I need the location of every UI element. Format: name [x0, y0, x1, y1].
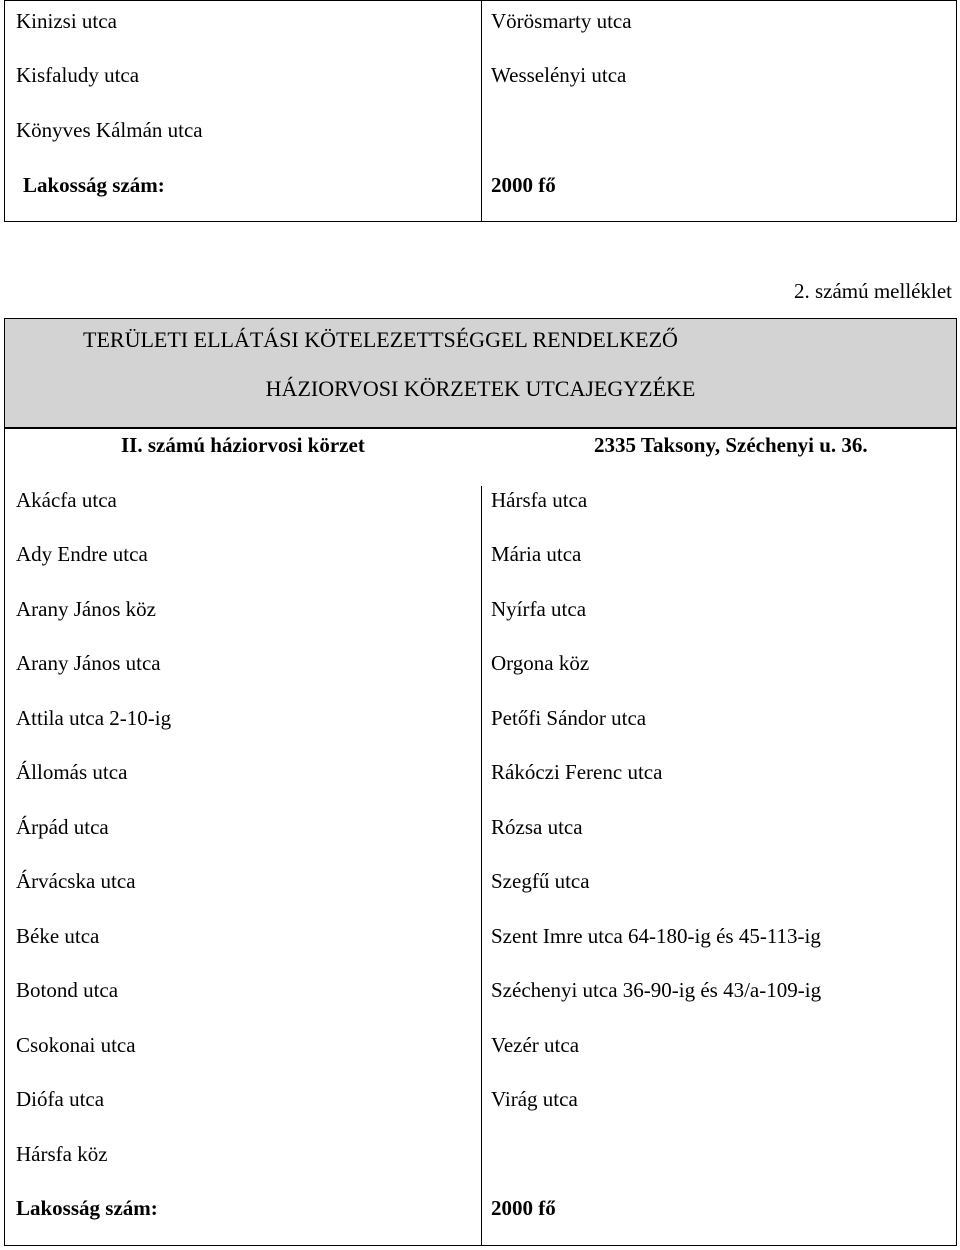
street-item: Csokonai utca: [16, 1033, 136, 1057]
previous-district-table: [4, 0, 957, 222]
street-item: Állomás utca: [16, 760, 128, 784]
street-item: Diófa utca: [16, 1087, 105, 1111]
annex-label: 2. számú melléklet: [793, 279, 952, 303]
street-item: Rózsa utca: [491, 815, 583, 839]
street-item: Botond utca: [16, 978, 119, 1002]
street-item: Mária utca: [491, 542, 582, 566]
street-item: Nyírfa utca: [491, 597, 587, 621]
population-value: 2000 fő: [491, 173, 556, 197]
street-item: Arany János köz: [16, 597, 156, 621]
population-label: Lakosság szám:: [16, 1196, 158, 1220]
column-divider: [481, 486, 482, 1246]
street-item: Wesselényi utca: [491, 63, 627, 87]
district-name: II. számú háziorvosi körzet: [121, 433, 365, 457]
street-item: Könyves Kálmán utca: [16, 118, 203, 142]
street-item: Petőfi Sándor utca: [491, 706, 647, 730]
street-item: Hársfa utca: [491, 488, 588, 512]
street-item: Béke utca: [16, 924, 100, 948]
district-table: [4, 428, 957, 1246]
street-item: Rákóczi Ferenc utca: [491, 760, 663, 784]
column-divider: [481, 1, 482, 221]
list-title-line2: HÁZIORVOSI KÖRZETEK UTCAJEGYZÉKE: [265, 376, 696, 401]
street-item: Arany János utca: [16, 651, 161, 675]
street-item: Szegfű utca: [491, 869, 590, 893]
district-address: 2335 Taksony, Széchenyi u. 36.: [594, 433, 868, 457]
street-item: Ady Endre utca: [16, 542, 148, 566]
street-item: Orgona köz: [491, 651, 590, 675]
street-item: Vörösmarty utca: [491, 9, 632, 33]
list-header: [4, 318, 957, 428]
population-value: 2000 fő: [491, 1196, 556, 1220]
street-item: Vezér utca: [491, 1033, 580, 1057]
street-item: Kinizsi utca: [16, 9, 117, 33]
street-item: Szent Imre utca 64-180-ig és 45-113-ig: [491, 924, 821, 948]
street-item: Széchenyi utca 36-90-ig és 43/a-109-ig: [491, 978, 822, 1002]
street-item: Árvácska utca: [16, 869, 136, 893]
street-item: Hársfa köz: [16, 1142, 108, 1166]
population-label: Lakosság szám:: [23, 173, 165, 197]
street-item: Attila utca 2-10-ig: [16, 706, 172, 730]
street-item: Kisfaludy utca: [16, 63, 140, 87]
street-item: Árpád utca: [16, 815, 109, 839]
street-item: Akácfa utca: [16, 488, 117, 512]
street-item: Virág utca: [491, 1087, 578, 1111]
list-title-line1: TERÜLETI ELLÁTÁSI KÖTELEZETTSÉGGEL RENDELKEZŐ: [83, 327, 678, 352]
